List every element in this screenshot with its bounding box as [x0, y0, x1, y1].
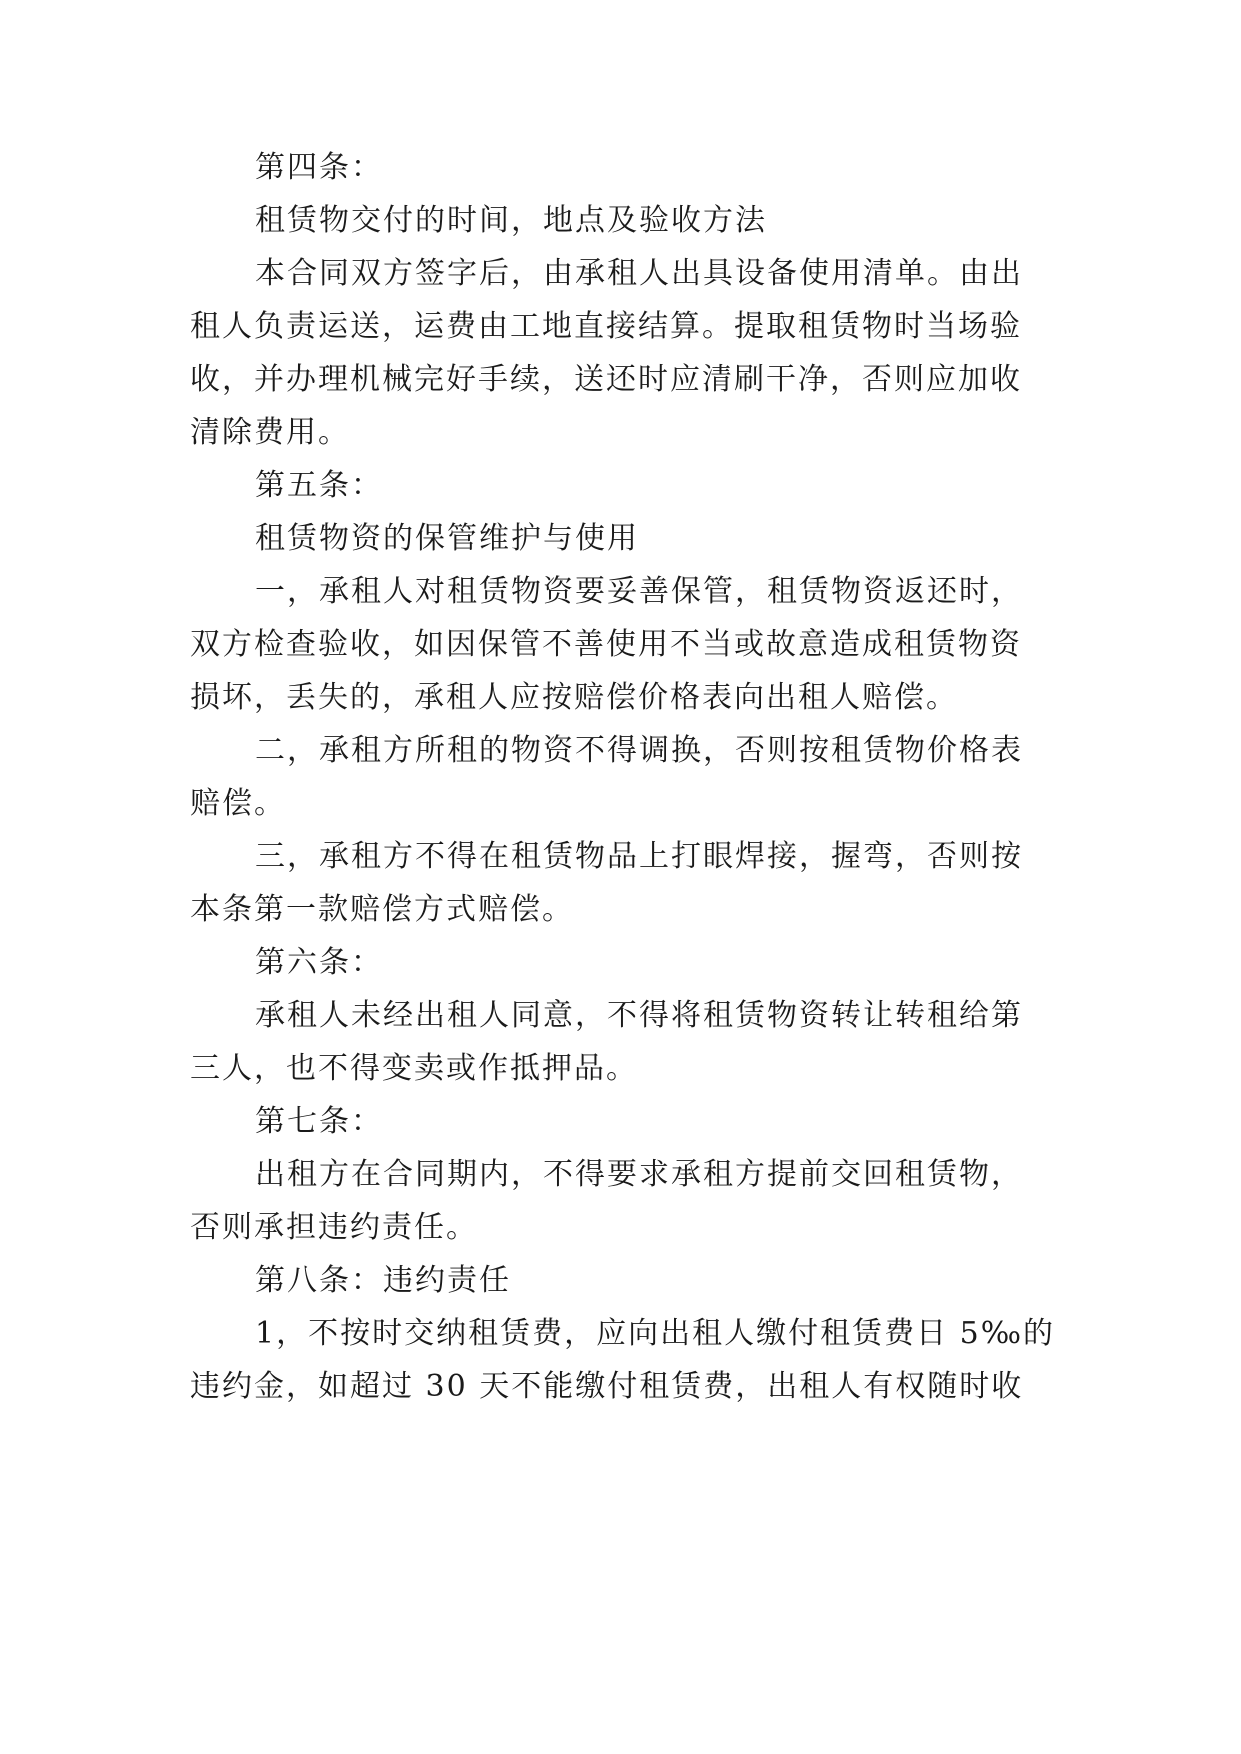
- article-5-title: 租赁物资的保管维护与使用: [255, 521, 639, 556]
- article-4-heading: 第四条：: [255, 150, 383, 185]
- paragraph-line: 违约金，如超过 30 天不能缴付租赁费，出租人有权随时收: [190, 1369, 1024, 1404]
- paragraph-line: 承租人未经出租人同意，不得将租赁物资转让转租给第: [255, 998, 1023, 1033]
- paragraph-line: 本条第一款赔偿方式赔偿。: [190, 892, 574, 927]
- article-5-heading: 第五条：: [255, 468, 383, 503]
- article-7-heading: 第七条：: [255, 1104, 383, 1139]
- paragraph-line: 一，承租人对租赁物资要妥善保管，租赁物资返还时，: [255, 574, 1023, 609]
- paragraph-line: 收，并办理机械完好手续，送还时应清刷干净，否则应加收: [190, 362, 1022, 397]
- paragraph-line: 租人负责运送，运费由工地直接结算。提取租赁物时当场验: [190, 309, 1022, 344]
- paragraph-line: 1，不按时交纳租赁费，应向出租人缴付租赁费日 5‰的: [255, 1316, 1055, 1351]
- paragraph-line: 损坏，丢失的，承租人应按赔偿价格表向出租人赔偿。: [190, 680, 958, 715]
- paragraph-line: 三人，也不得变卖或作抵押品。: [190, 1051, 638, 1086]
- paragraph-line: 清除费用。: [190, 415, 350, 450]
- paragraph-line: 三，承租方不得在租赁物品上打眼焊接，握弯，否则按: [255, 839, 1023, 874]
- article-4-title: 租赁物交付的时间，地点及验收方法: [255, 203, 767, 238]
- paragraph-line: 双方检查验收，如因保管不善使用不当或故意造成租赁物资: [190, 627, 1022, 662]
- paragraph-line: 二，承租方所租的物资不得调换，否则按租赁物价格表: [255, 733, 1023, 768]
- paragraph-line: 出租方在合同期内，不得要求承租方提前交回租赁物，: [255, 1157, 1023, 1192]
- paragraph-line: 赔偿。: [190, 786, 286, 821]
- article-8-heading: 第八条：违约责任: [255, 1263, 511, 1298]
- paragraph-line: 否则承担违约责任。: [190, 1210, 478, 1245]
- paragraph-line: 本合同双方签字后，由承租人出具设备使用清单。由出: [255, 256, 1023, 291]
- article-6-heading: 第六条：: [255, 945, 383, 980]
